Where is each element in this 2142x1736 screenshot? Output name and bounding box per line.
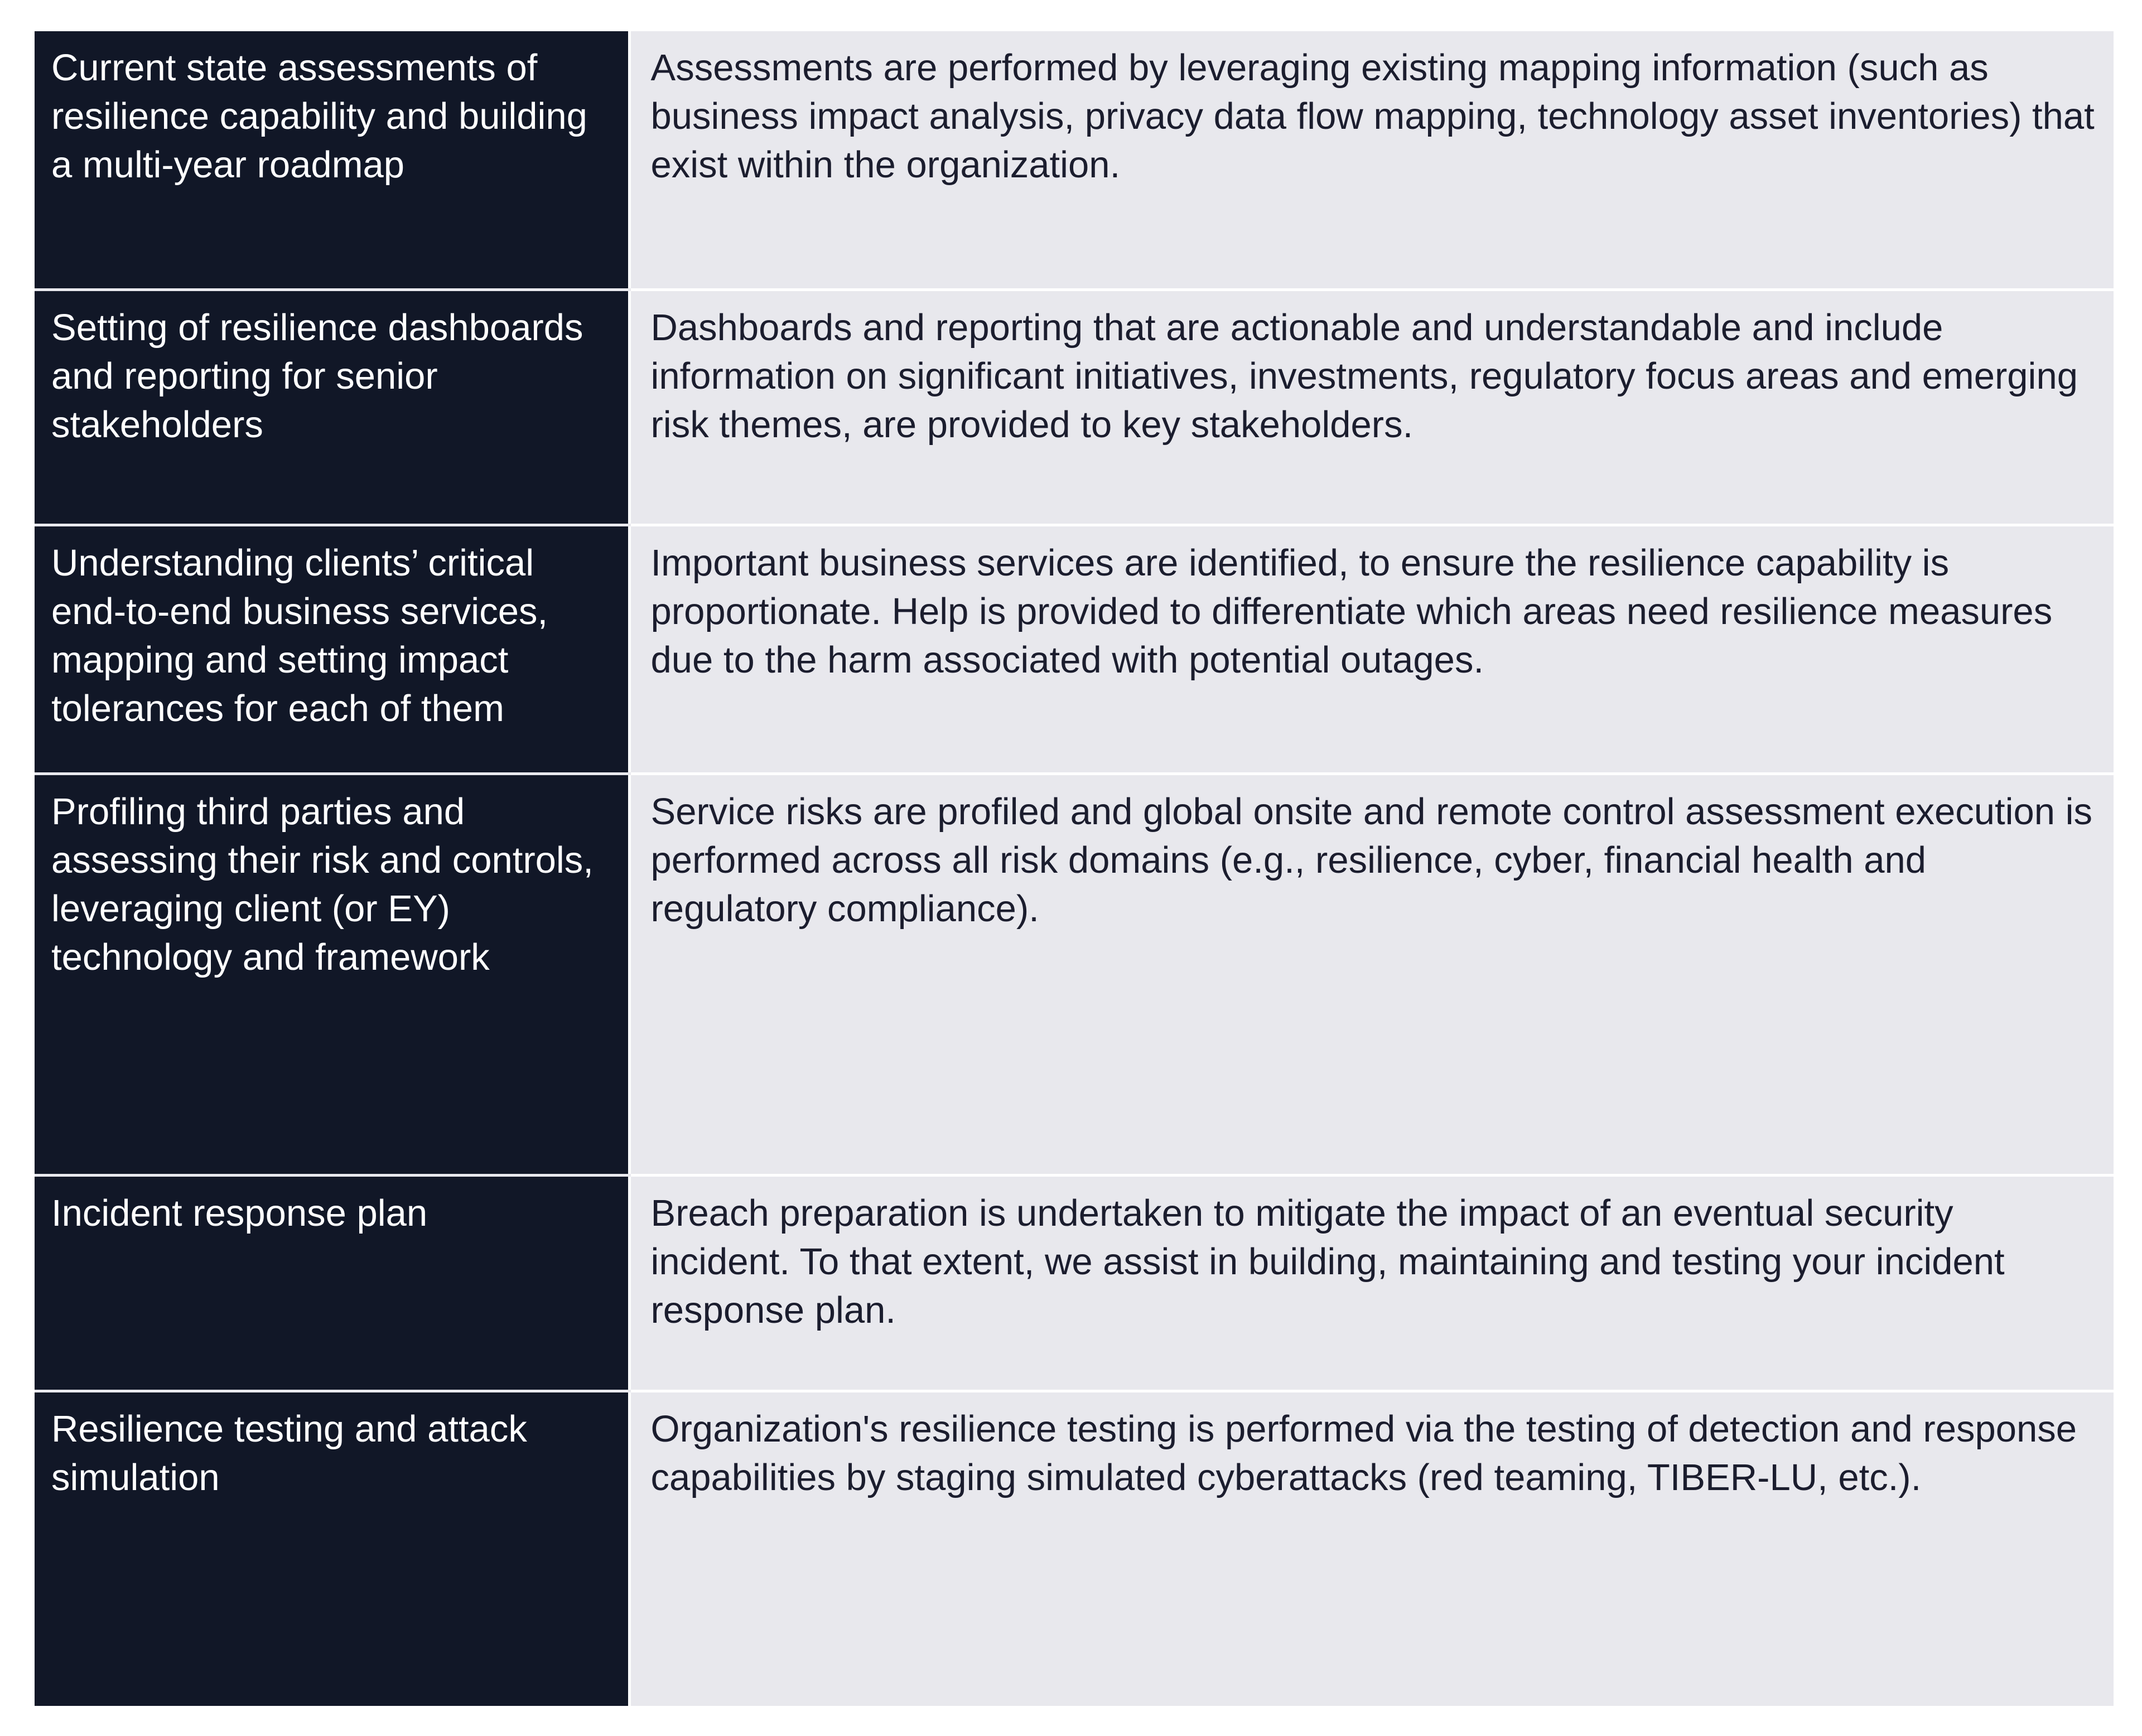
service-description-cell (629, 289, 2114, 525)
service-description-cell (629, 1175, 2114, 1391)
service-label-cell (35, 773, 629, 1175)
table-row (35, 1175, 2114, 1391)
service-label-cell (35, 31, 629, 289)
service-name: Incident response plan (51, 1192, 428, 1234)
service-name: Resilience testing and attack simulation (51, 1408, 527, 1498)
service-description: Breach preparation is undertaken to mitigate the impact of an eventual security incident. To that extent, we assist in building, maintaining and testing your incident response plan. (650, 1192, 2005, 1331)
service-description-cell (629, 525, 2114, 773)
service-description: Service risks are profiled and global onsite and remote control assessment execution is performed across all risk domains (e.g., resilience, cyber, financial health and regulatory compliance). (650, 790, 2093, 930)
resilience-services-table (35, 31, 2114, 1706)
service-description: Organization's resilience testing is performed via the testing of detection and response capabilities by staging simulated cyberattacks (red teaming, TIBER-LU, etc.). (650, 1408, 2077, 1498)
service-description-cell (629, 31, 2114, 289)
service-label-cell (35, 1175, 629, 1391)
service-description: Dashboards and reporting that are actionable and understandable and include information on significant initiatives, investments, regulatory focus areas and emerging risk themes, are provided to key stakeholders. (650, 306, 2078, 446)
service-name: Understanding clients’ critical end-to-end business services, mapping and setting impact tolerances for each of them (51, 541, 548, 729)
service-label-cell (35, 1391, 629, 1706)
service-description-cell (629, 1391, 2114, 1706)
service-description-cell (629, 773, 2114, 1175)
table-row (35, 289, 2114, 525)
service-name: Profiling third parties and assessing their risk and controls, leveraging client (or EY) technology and framework (51, 790, 594, 978)
service-description: Important business services are identified, to ensure the resilience capability is proportionate. Help is provided to differentiate which areas need resilience measures due to the harm associated with potential outages. (650, 541, 2053, 681)
service-name: Setting of resilience dashboards and reporting for senior stakeholders (51, 306, 583, 446)
table-row (35, 31, 2114, 289)
table-row (35, 773, 2114, 1175)
service-name: Current state assessments of resilience capability and building a multi-year roadmap (51, 47, 587, 186)
service-label-cell (35, 289, 629, 525)
service-description: Assessments are performed by leveraging existing mapping information (such as business impact analysis, privacy data flow mapping, technology asset inventories) that exist within the organization. (650, 47, 2095, 186)
service-label-cell (35, 525, 629, 773)
table-row (35, 1391, 2114, 1706)
table-body (35, 31, 2114, 1706)
table-row (35, 525, 2114, 773)
